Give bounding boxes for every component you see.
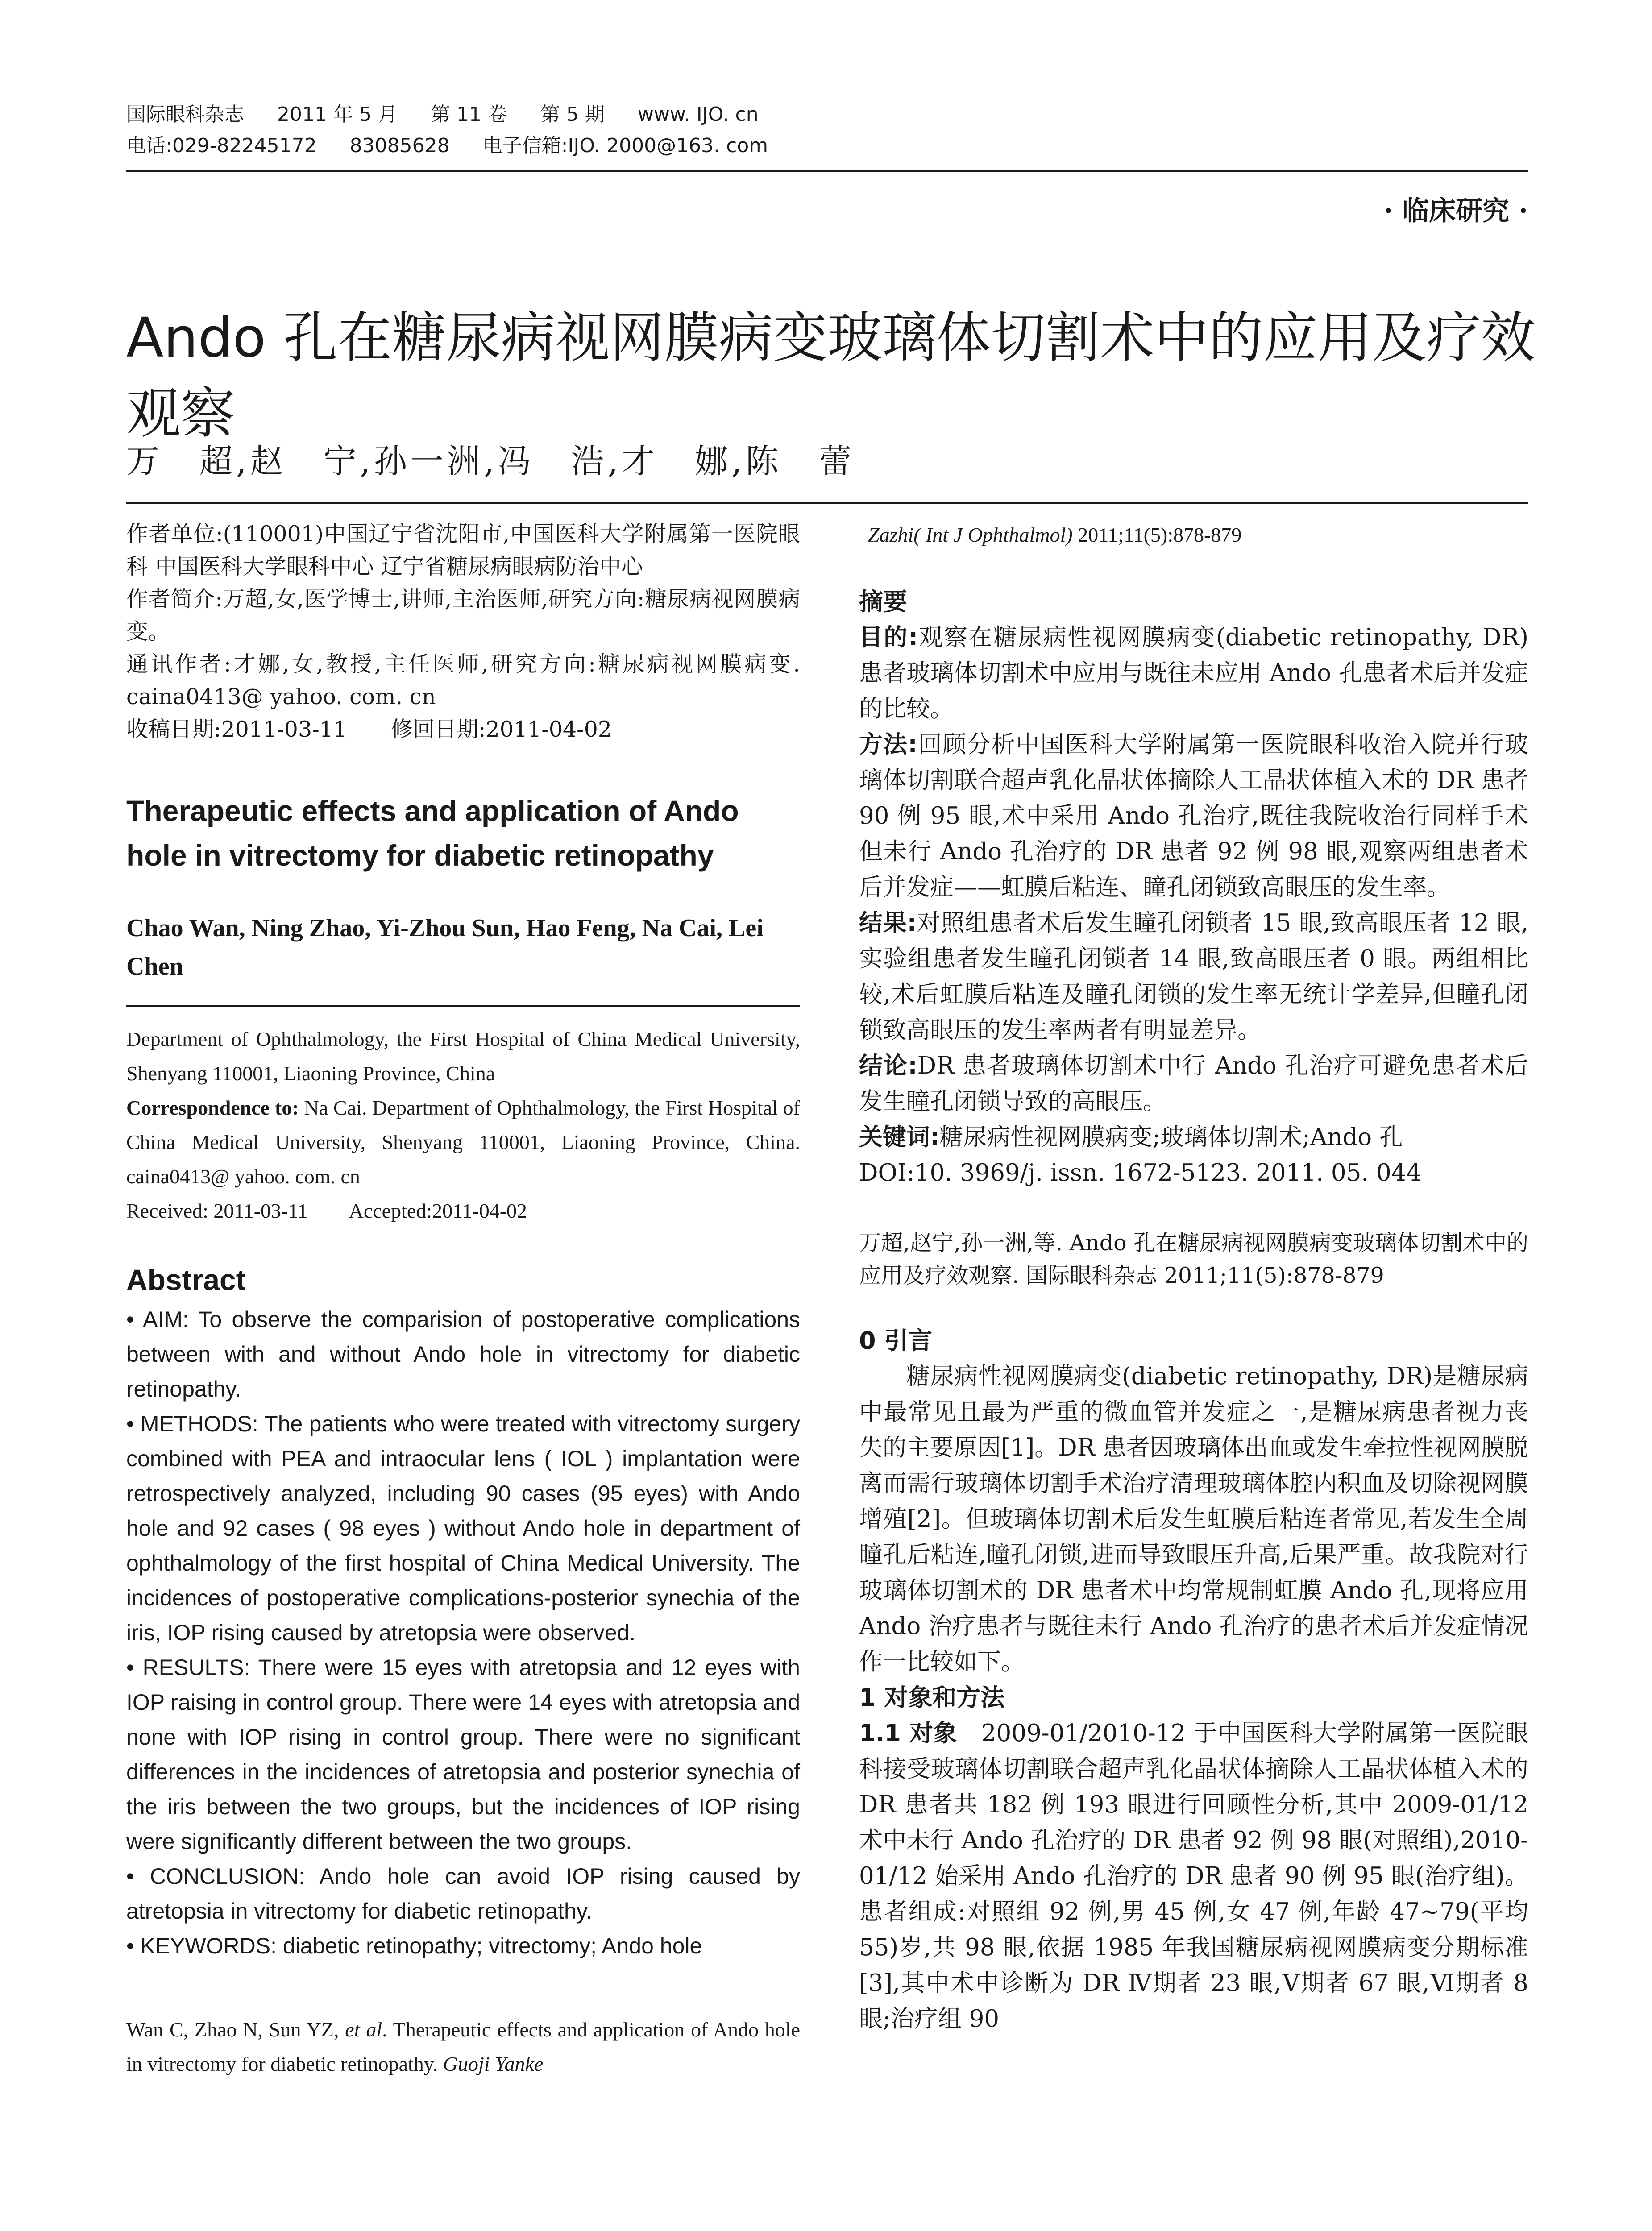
intro-heading: 0 引言 [859,1327,933,1355]
journal-name: 国际眼科杂志 [126,103,244,126]
methods-heading: 1 对象和方法 [859,1684,1005,1712]
citation-en: Wan C, Zhao N, Sun YZ, et al. Therapeutic effects and application of Ando hole in vitrectomy for diabetic retinopathy. Guoji Yanke [126,2018,800,2075]
authors-zh: 万 超,赵 宁,孙一洲,冯 浩,才 娜,陈 蕾 [126,442,855,481]
section-label: · 临床研究 · [1383,195,1528,227]
dates-zh: 收稿日期:2011-03-11 修回日期:2011-04-02 [126,717,612,742]
citation-continued: Zazhi( Int J Ophthalmol) 2011;11(5):878-879 [868,523,1242,546]
abstract-zh-results: 结果:对照组患者术后发生瞳孔闭锁者 15 眼,致高眼压者 12 眼,实验组患者发生瞳孔闭锁者 14 眼,致高眼压者 0 眼。两组相比较,术后虹膜后粘连及瞳孔闭锁的发生率无统计学差异,但瞳孔闭锁致高眼压的发生率两者有明显差异。 [859,909,1528,1044]
journal-phone: 电话:029-82245172 [126,134,317,157]
abstract-methods: • METHODS: The patients who were treated with vitrectomy surgery combined with PEA and intraocular lens ( IOL ) implantation were retrospectively analyzed, including 90 cases (95 eyes) with Ando hole and 92 cases ( 98 eyes ) without Ando hole in department of ophthalmology of the first hospital of China Medical University. The incidences of postoperative complications-posterior synechia of the iris, IOP rising caused by atretopsia were observed. [126,1411,800,1645]
authors-en-rule [126,1005,800,1007]
abstract-zh-purpose: 目的:观察在糖尿病性视网膜病变(diabetic retinopathy, DR)患者玻璃体切割术中应用与既往未应用 Ando 孔患者术后并发症的比较。 [859,624,1528,722]
intro-body: 糖尿病性视网膜病变(diabetic retinopathy, DR)是糖尿病中最常见且最为严重的微血管并发症之一,是糖尿病患者视力丧失的主要原因[1]。DR 患者因玻璃体出血或发生牵拉性视网膜脱离而需行玻璃体切割手术治疗清理玻璃体腔内积血及切除视网膜增殖[2]。但玻璃体切割术后发生虹膜后粘连者常见,若发生全周瞳孔后粘连,瞳孔闭锁,进而导致眼压升高,后果严重。故我院对行玻璃体切割术的 DR 患者术中均常规制虹膜 Ando 孔,现将应用 Ando 治疗患者与既往未行 Ando 孔治疗的患者术后并发症情况作一比较如下。 [859,1363,1528,1675]
abstract-zh-conclusion: 结论:DR 患者玻璃体切割术中行 Ando 孔治疗可避免患者术后发生瞳孔闭锁导致的高眼压。 [859,1052,1528,1115]
journal-header-line1 [126,99,1197,130]
journal-header [126,99,1197,162]
journal-header-line2 [126,130,1197,162]
journal-issue: 第 5 期 [540,103,605,126]
affiliation-en: Department of Ophthalmology, the First Hospital of China Medical University, Shenyang 110001, Liaoning Province, China [126,1028,800,1085]
abstract-results: • RESULTS: There were 15 eyes with atretopsia and 12 eyes with IOP raising in control group. There were 14 eyes with atretopsia and none with IOP rising in control group. There were no significant differences in the incidences of atretopsia and posterior synechia of the iris between the two groups, but the incidences of IOP rising were significantly different between the two groups. [126,1655,800,1854]
abstract-aim: • AIM: To observe the comparision of postoperative complications between with and without Ando hole in vitrectomy for diabetic retinopathy. [126,1307,800,1402]
authors-en: Chao Wan, Ning Zhao, Yi-Zhou Sun, Hao Feng, Na Cai, Lei Chen [126,914,764,980]
abstract-zh [859,620,1528,1191]
abstract-heading-en: Abstract [126,1263,246,1296]
received-en: Received: 2011-03-11 Accepted:2011-04-02 [126,1199,527,1222]
abstract-keywords: • KEYWORDS: diabetic retinopathy; vitrectomy; Ando hole [126,1933,702,1958]
correspondence-en [126,1091,800,1194]
journal-phone-2: 83085628 [349,134,450,157]
header-rule [126,170,1528,172]
abstract-en [126,1302,800,1963]
subjects-body: 1.1 对象 2009-01/2010-12 于中国医科大学附属第一医院眼科接受玻璃体切割联合超声乳化晶状体摘除人工晶状体植入术的 DR 患者共 182 例 193 眼进行回顾性分析,其中 2009-01/12 术中未行 Ando 孔治疗的 DR 患者 92 例 98 眼(对照组),2010-01/12 始采用 Ando 孔治疗的 DR 患者 90 例 95 眼(治疗组)。患者组成:对照组 92 例,男 45 例,女 47 例,年龄 47~79(平均 55)岁,共 98 眼,依据 1985 年我国糖尿病视网膜病变分期标准[3],其中术中诊断为 DR Ⅳ期者 23 眼,Ⅴ期者 67 眼,Ⅵ期者 8 眼;治疗组 90 [859,1720,1528,2032]
affiliation-zh [126,518,800,746]
article-title-zh: Ando 孔在糖尿病视网膜病变玻璃体切割术中的应用及疗效观察 [126,306,1536,445]
journal-email: 电子信箱:IJO. 2000@163. com [482,134,768,157]
article-title-en: Therapeutic effects and application of Ando hole in vitrectomy for diabetic retinopathy [126,794,739,872]
left-column [126,518,800,2081]
subjects-label: 1.1 对象 [859,1720,958,1747]
journal-volume: 第 11 卷 [430,103,507,126]
corresponding-author-zh: 通讯作者:才娜,女,教授,主任医师,研究方向:糖尿病视网膜病变. caina0413@ yahoo. com. cn [126,651,800,709]
correspondence-text: Na Cai. Department of Ophthalmology, the First Hospital of China Medical University, Shenyang 110001, Liaoning Province, China. caina0413@ yahoo. com. cn [126,1096,800,1188]
right-column [859,518,1528,2037]
authors-rule [126,502,1528,504]
abstract-heading-zh: 摘要 [859,588,907,616]
citation-zh: 万超,赵宁,孙一洲,等. Ando 孔在糖尿病视网膜病变玻璃体切割术中的应用及疗效观察. 国际眼科杂志 2011;11(5):878-879 [859,1230,1528,1288]
affiliation-en-block [126,1022,800,1228]
abstract-conclusion: • CONCLUSION: Ando hole can avoid IOP rising caused by atretopsia in vitrectomy for diabetic retinopathy. [126,1864,800,1924]
author-unit: 作者单位:(110001)中国辽宁省沈阳市,中国医科大学附属第一医院眼科 中国医科大学眼科中心 辽宁省糖尿病眼病防治中心 [126,521,800,579]
abstract-zh-keywords: 关键词:糖尿病性视网膜病变;玻璃体切割术;Ando 孔 [859,1124,1403,1151]
doi: DOI:10. 3969/j. issn. 1672-5123. 2011. 05. 044 [859,1159,1422,1186]
author-bio: 作者简介:万超,女,医学博士,讲师,主治医师,研究方向:糖尿病视网膜病变。 [126,586,800,644]
abstract-zh-methods: 方法:回顾分析中国医科大学附属第一医院眼科收治入院并行玻璃体切割联合超声乳化晶状体摘除人工晶状体植入术的 DR 患者 90 例 95 眼,术中采用 Ando 孔治疗,既往我院收治行同样手术但未行 Ando 孔治疗的 DR 患者 92 例 98 眼,观察两组患者术后并发症——虹膜后粘连、瞳孔闭锁致高眼压的发生率。 [859,731,1529,901]
journal-website: www. IJO. cn [637,103,759,126]
journal-date: 2011 年 5 月 [277,103,398,126]
correspondence-label: Correspondence to: [126,1096,299,1119]
